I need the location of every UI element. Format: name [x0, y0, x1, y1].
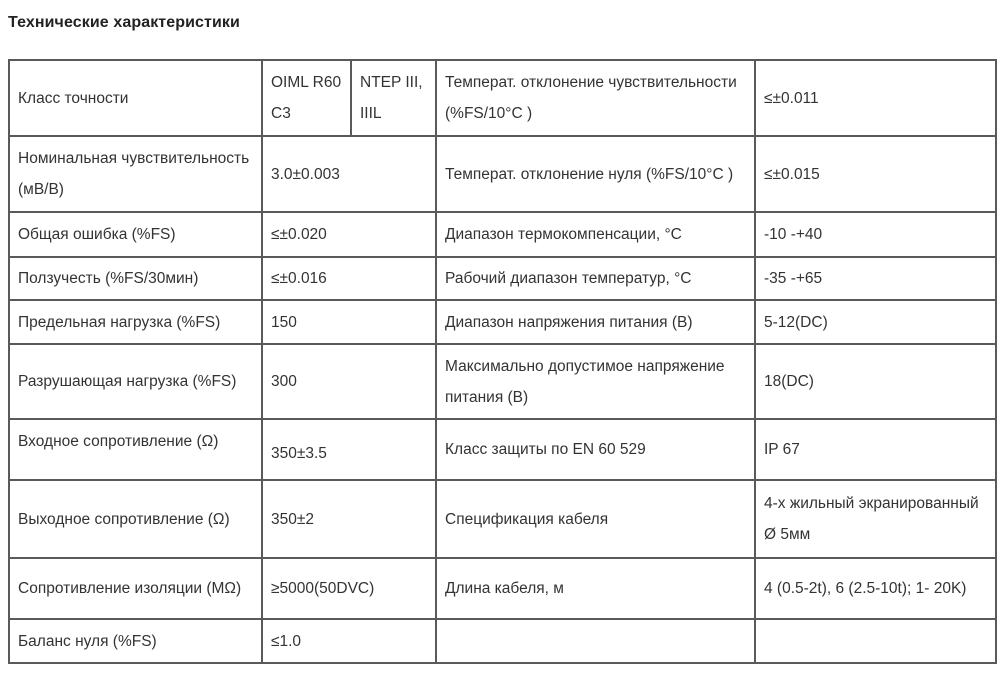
param-value: 350±3.5 [262, 419, 436, 480]
param-value: 350±2 [262, 480, 436, 558]
param-value: ≤1.0 [262, 619, 436, 663]
param-label: Предельная нагрузка (%FS) [9, 300, 262, 344]
table-row [9, 212, 996, 257]
param-value: -10 -+40 [755, 212, 996, 257]
specifications-table [8, 59, 997, 664]
table-row [9, 480, 996, 558]
empty-cell [755, 619, 996, 663]
param-label: Длина кабеля, м [436, 558, 755, 619]
param-label: Номинальная чувствительность (мВ/В) [9, 136, 262, 212]
param-label: Спецификация кабеля [436, 480, 755, 558]
param-label: Сопротивление изоляции (MΩ) [9, 558, 262, 619]
param-value: OIML R60 C3 [262, 60, 351, 136]
table-row [9, 257, 996, 300]
section-title: Технические характеристики [8, 14, 240, 31]
param-value: 5-12(DC) [755, 300, 996, 344]
param-value: ≥5000(50DVC) [262, 558, 436, 619]
param-label: Диапазон термокомпенсации, °C [436, 212, 755, 257]
param-label: Диапазон напряжения питания (B) [436, 300, 755, 344]
param-label: Входное сопротивление (Ω) [9, 419, 262, 480]
param-label: Температ. отклонение чувствительности (%FS/10°C ) [436, 60, 755, 136]
param-value: NTEP III, IIIL [351, 60, 436, 136]
param-label: Общая ошибка (%FS) [9, 212, 262, 257]
empty-cell [436, 619, 755, 663]
table-row [9, 344, 996, 419]
param-value: ≤±0.020 [262, 212, 436, 257]
table-row [9, 60, 996, 136]
param-label: Класс защиты по EN 60 529 [436, 419, 755, 480]
table-row [9, 419, 996, 480]
param-value: ≤±0.016 [262, 257, 436, 300]
param-value: ≤±0.011 [755, 60, 996, 136]
param-value: ≤±0.015 [755, 136, 996, 212]
param-label: Максимально допустимое напряжение питания (B) [436, 344, 755, 419]
param-value: 300 [262, 344, 436, 419]
param-label: Класс точности [9, 60, 262, 136]
param-value: 4 (0.5-2t), 6 (2.5-10t); 1- 20K) [755, 558, 996, 619]
param-value: 18(DC) [755, 344, 996, 419]
param-label: Температ. отклонение нуля (%FS/10°C ) [436, 136, 755, 212]
table-row [9, 300, 996, 344]
param-value: 3.0±0.003 [262, 136, 436, 212]
param-label: Рабочий диапазон температур, °C [436, 257, 755, 300]
param-value: 150 [262, 300, 436, 344]
param-label: Разрушающая нагрузка (%FS) [9, 344, 262, 419]
param-value: 4-х жильный экранированный Ø 5мм [755, 480, 996, 558]
table-row [9, 136, 996, 212]
param-label: Ползучесть (%FS/30мин) [9, 257, 262, 300]
param-label: Выходное сопротивление (Ω) [9, 480, 262, 558]
table-row [9, 619, 996, 663]
param-value: -35 -+65 [755, 257, 996, 300]
param-value: IP 67 [755, 419, 996, 480]
param-label: Баланс нуля (%FS) [9, 619, 262, 663]
table-row [9, 558, 996, 619]
